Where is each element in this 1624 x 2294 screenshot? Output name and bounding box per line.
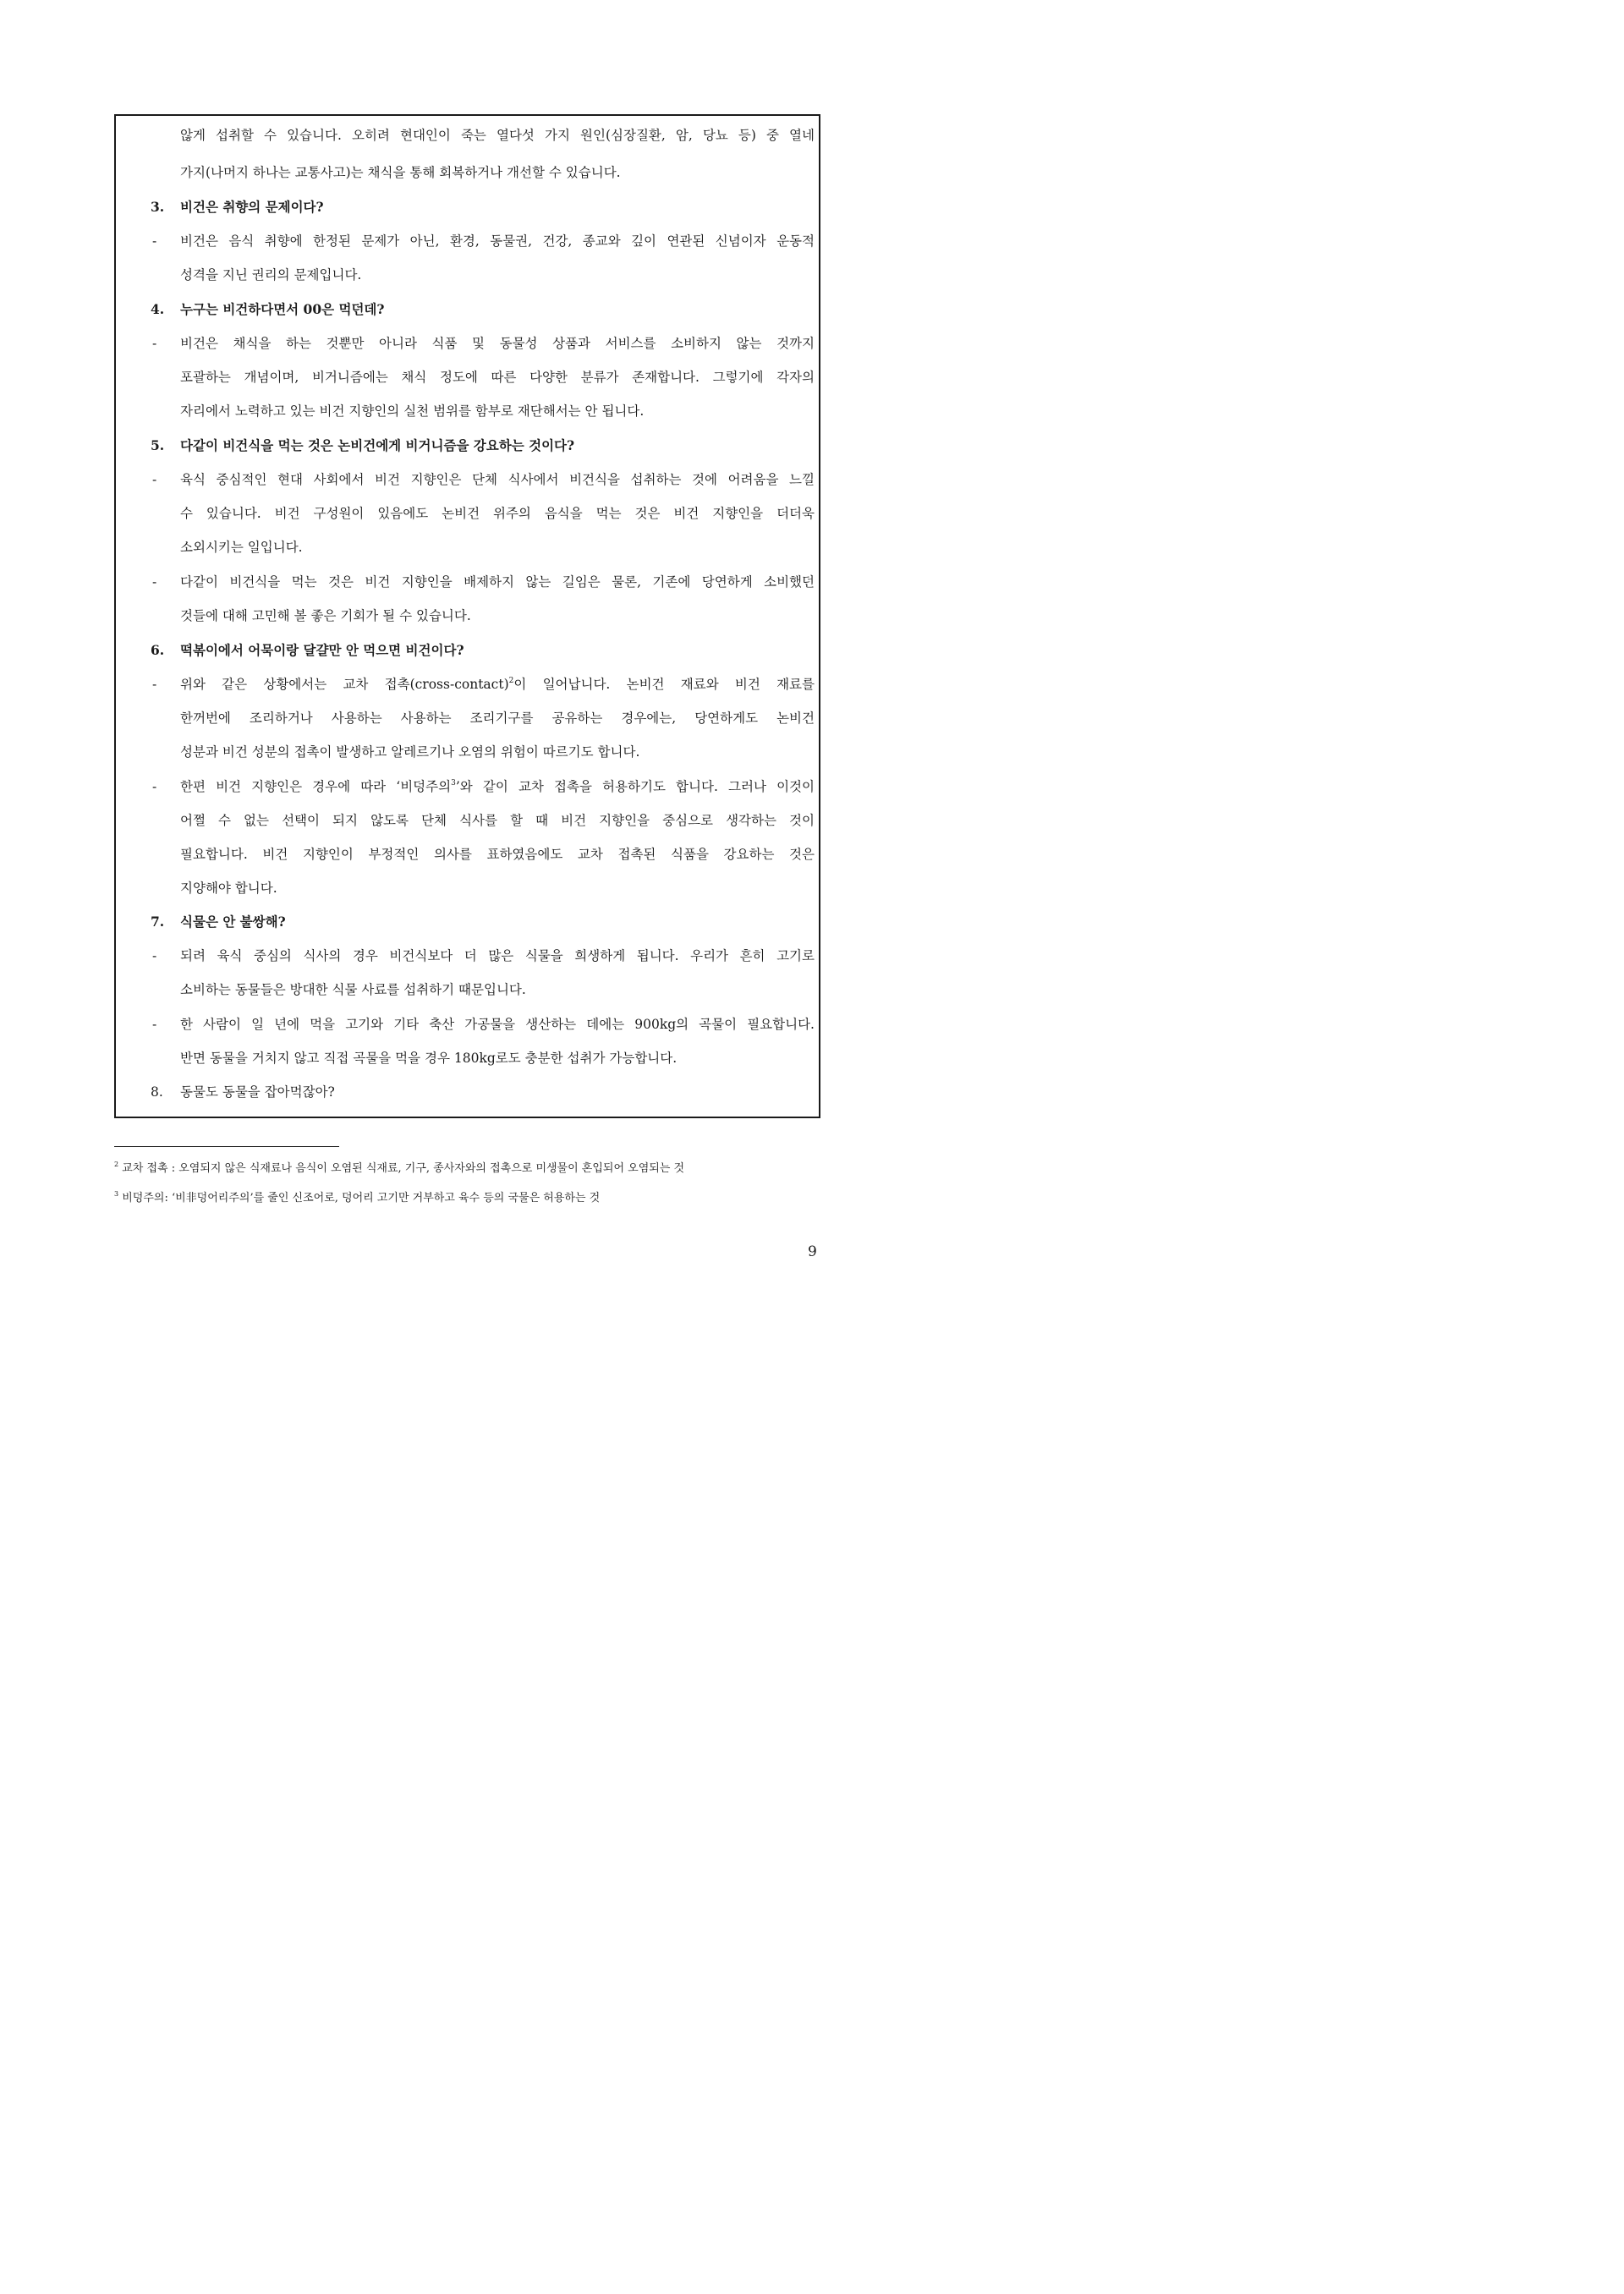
footnote-text: 비덩주의: ‘비非덩어리주의’를 줄인 신조어로, 덩어리 고기만 거부하고 육수 등의 국물은 허용하는 것: [122, 1192, 601, 1205]
footnote-ref-3: 3: [451, 779, 456, 788]
bullet-dash: -: [152, 677, 157, 692]
body-text-line: 않게 섭취할 수 있습니다. 오히려 현대인이 죽는 열다섯 가지 원인(심장질환, 암, 당뇨 등) 중 열네: [180, 128, 815, 143]
body-text-segment: 이 일어납니다. 논비건 재료와 비건 재료를: [513, 677, 815, 692]
body-text-line: 소외시키는 일입니다.: [180, 540, 303, 555]
body-text-line: 성분과 비건 성분의 접촉이 발생하고 알레르기나 오염의 위험이 따르기도 합니다.: [180, 744, 640, 760]
body-text-line: 수 있습니다. 비건 구성원이 있음에도 논비건 위주의 음식을 먹는 것은 비건 지향인을 더더욱: [180, 506, 815, 521]
body-text-line: 성격을 지닌 권리의 문제입니다.: [180, 267, 362, 283]
item-number: 7.: [151, 914, 165, 930]
body-text-line: 되려 육식 중심의 식사의 경우 비건식보다 더 많은 식물을 희생하게 됩니다. 우리가 흔히 고기로: [180, 948, 815, 963]
bullet-dash: -: [152, 336, 157, 351]
footnote-text: 교차 접촉 : 오염되지 않은 식재료나 음식이 오염된 식재료, 기구, 종사자와의 접촉으로 미생물이 혼입되어 오염되는 것: [122, 1162, 685, 1175]
body-text-line: 육식 중심적인 현대 사회에서 비건 지향인은 단체 식사에서 비건식을 섭취하는 것에 어려움을 느낄: [180, 472, 815, 487]
bullet-dash: -: [152, 779, 157, 794]
footnote-mark: 3: [114, 1190, 119, 1198]
body-text-line: [180, 676, 815, 693]
item-number: 4.: [151, 301, 165, 317]
body-text-line: 가지(나머지 하나는 교통사고)는 채식을 통해 회복하거나 개선할 수 있습니다.: [180, 165, 621, 180]
bullet-dash: -: [152, 1017, 157, 1032]
body-text-line: 어쩔 수 없는 선택이 되지 않도록 단체 식사를 할 때 비건 지향인을 중심으로 생각하는 것이: [180, 813, 815, 828]
body-text-line: 필요합니다. 비건 지향인이 부정적인 의사를 표하였음에도 교차 접촉된 식품을 강요하는 것은: [180, 847, 815, 862]
body-text-line: 포괄하는 개념이며, 비거니즘에는 채식 정도에 따른 다양한 분류가 존재합니다. 그렇기에 각자의: [180, 370, 815, 385]
body-text-line: 한꺼번에 조리하거나 사용하는 사용하는 조리기구를 공유하는 경우에는, 당연하게도 논비건: [180, 711, 815, 726]
item-heading: 비건은 취향의 문제이다?: [180, 199, 324, 215]
body-text-line: 자리에서 노력하고 있는 비건 지향인의 실천 범위를 함부로 재단해서는 안 됩니다.: [180, 403, 645, 419]
item-heading: 다같이 비건식을 먹는 것은 논비건에게 비거니즘을 강요하는 것이다?: [180, 437, 575, 453]
page-number: 9: [808, 1243, 817, 1260]
footnote: [114, 1161, 684, 1177]
bullet-dash: -: [152, 948, 157, 963]
body-text-line: 지양해야 합니다.: [180, 881, 277, 896]
item-heading: 동물도 동물을 잡아먹잖아?: [180, 1084, 335, 1100]
bullet-dash: -: [152, 472, 157, 487]
item-number: 6.: [151, 642, 165, 658]
item-heading: 누구는 비건하다면서 00은 먹던데?: [180, 301, 385, 317]
footnote-divider: [114, 1146, 339, 1147]
item-heading: 떡볶이에서 어묵이랑 달걀만 안 먹으면 비건이다?: [180, 642, 464, 658]
footnote-mark: 2: [114, 1161, 119, 1168]
item-number: 5.: [151, 437, 165, 453]
body-text-segment: ’와 같이 교차 접촉을 허용하기도 합니다. 그러나 이것이: [455, 779, 815, 794]
body-text-line: 반면 동물을 거치지 않고 직접 곡물을 먹을 경우 180kg로도 충분한 섭취가 가능합니다.: [180, 1051, 678, 1066]
bullet-dash: -: [152, 574, 157, 590]
body-text-line: 비건은 채식을 하는 것뿐만 아니라 식품 및 동물성 상품과 서비스를 소비하지 않는 것까지: [180, 336, 815, 351]
body-text-line: 비건은 음식 취향에 한정된 문제가 아닌, 환경, 동물권, 건강, 종교와 깊이 연관된 신념이자 운동적: [180, 233, 815, 249]
footnote-ref-2: 2: [508, 677, 514, 685]
body-text-line: 소비하는 동물들은 방대한 식물 사료를 섭취하기 때문입니다.: [180, 982, 526, 997]
bullet-dash: -: [152, 233, 157, 249]
body-text-line: 것들에 대해 고민해 볼 좋은 기회가 될 수 있습니다.: [180, 608, 471, 623]
body-text-line: [180, 778, 815, 795]
item-number: 8.: [151, 1084, 163, 1100]
body-text-line: 다같이 비건식을 먹는 것은 비건 지향인을 배제하지 않는 길임은 물론, 기존에 당연하게 소비했던: [180, 574, 815, 590]
item-number: 3.: [151, 199, 165, 215]
item-heading: 식물은 안 불쌍해?: [180, 914, 286, 930]
body-text-line: 한 사람이 일 년에 먹을 고기와 기타 축산 가공물을 생산하는 데에는 900kg의 곡물이 필요합니다.: [180, 1017, 815, 1032]
body-text-segment: 한편 비건 지향인은 경우에 따라 ‘비덩주의: [180, 779, 452, 794]
body-text-segment: 위와 같은 상황에서는 교차 접촉(cross-contact): [180, 677, 509, 692]
footnote: [114, 1191, 600, 1206]
